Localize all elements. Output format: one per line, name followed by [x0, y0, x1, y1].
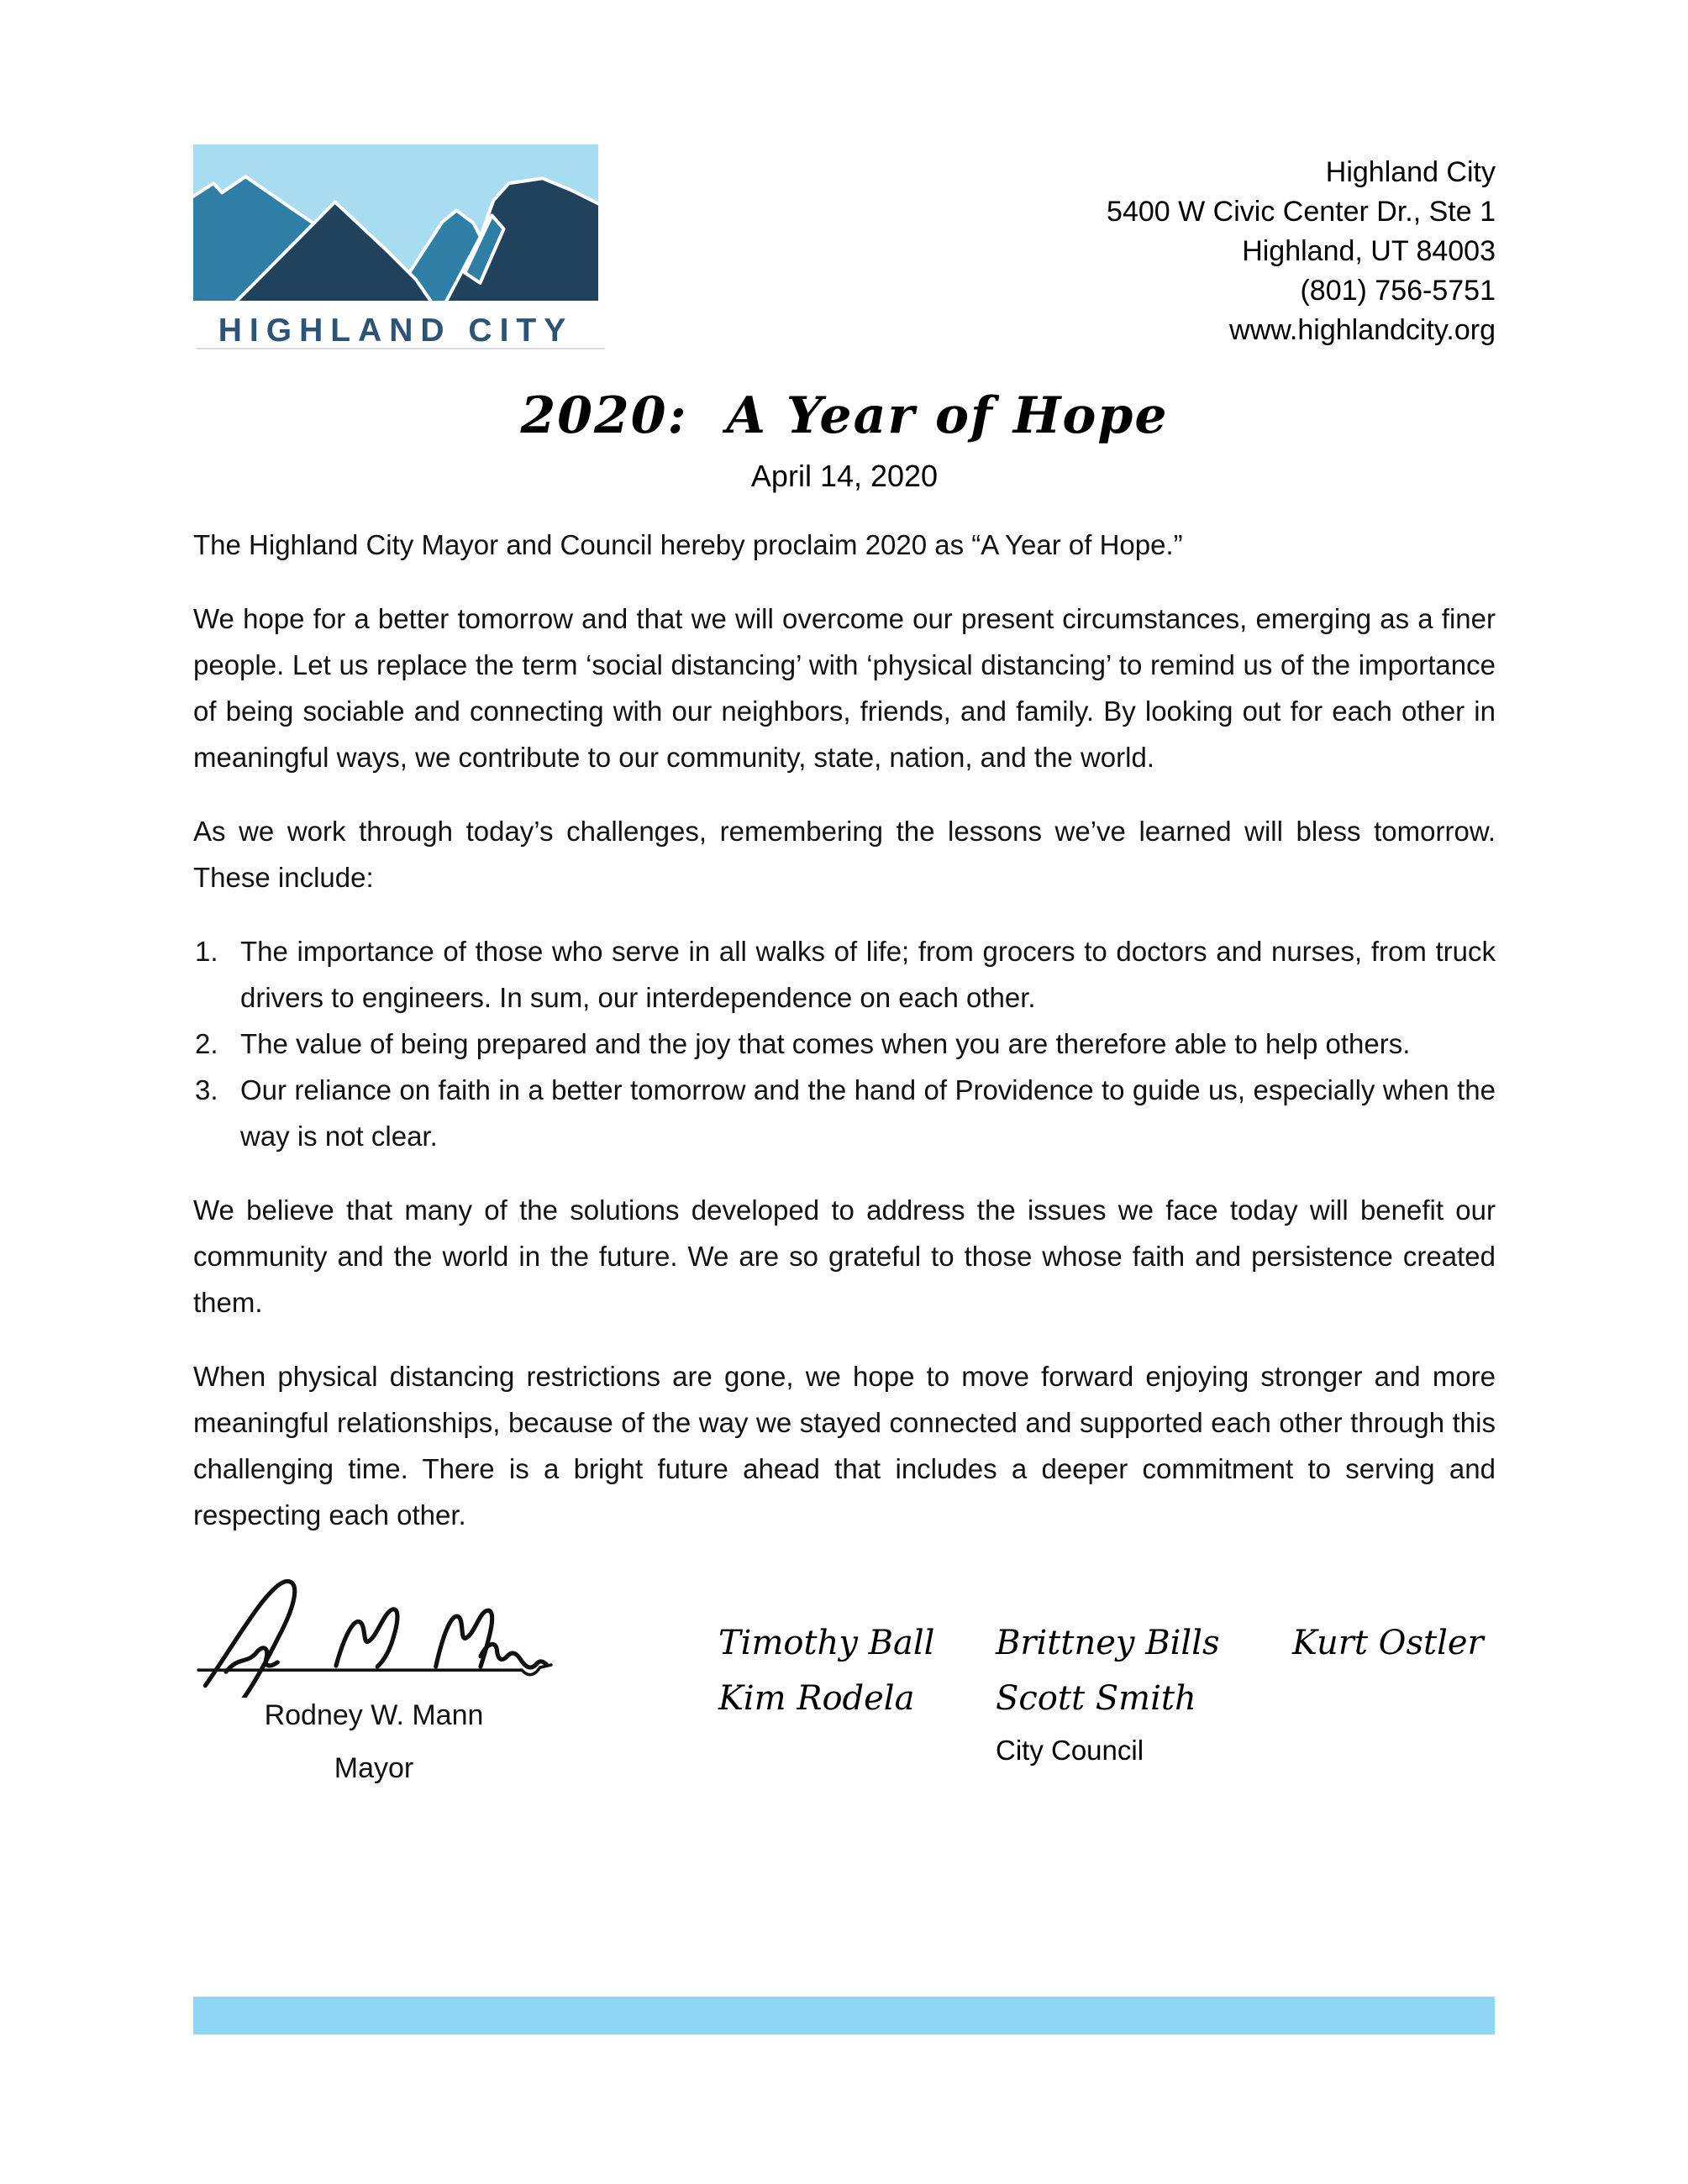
paragraph-hope: We hope for a better tomorrow and that we will overcome our present circumstances, emerging as a finer people. Let us replace the term ‘social distancing’ with ‘physical distancing’ to remind us of the importance of being sociable and connecting with our neighbors, friends, and family. By looking out for each other in meaningful ways, we contribute to our community, state, nation, and the world.: [193, 603, 1496, 773]
council-member-name: Brittney Bills: [996, 1624, 1220, 1662]
paragraph-proclamation: The Highland City Mayor and Council hereby proclaim 2020 as “A Year of Hope.”: [193, 529, 1183, 560]
highland-city-logo: [193, 144, 598, 353]
signature-m: [436, 1610, 492, 1667]
paragraph-future: When physical distancing restrictions are gone, we hope to move forward enjoying stronger and more meaningful relationships, because of the way we stayed connected and supported each other through this challenging time. There is a bright future ahead that includes a deeper commitment to serving and respecting each other.: [193, 1361, 1496, 1530]
council-column-3: [1292, 1615, 1484, 1671]
mayor-signature-icon: [193, 1568, 555, 1698]
signature-m-tail: [481, 1644, 547, 1667]
council-member-name: Scott Smith: [996, 1679, 1196, 1718]
signature-loop: [205, 1581, 294, 1698]
mayor-signature-block: [193, 1568, 555, 1785]
address-line: Highland City: [1325, 156, 1496, 188]
signature-section: [193, 1568, 1496, 1795]
council-member-name: Kim Rodela: [718, 1679, 915, 1718]
logo-wordmark: HIGHLAND CITY: [218, 312, 574, 349]
footer-accent-bar: [193, 1997, 1495, 2034]
letterhead-address: [1107, 144, 1496, 353]
address-line: Highland, UT 84003: [1242, 235, 1496, 267]
council-member-name: Timothy Ball: [718, 1624, 935, 1662]
letter-body: [193, 522, 1496, 1538]
council-column-1: [718, 1615, 934, 1726]
mountain-logo-icon: [193, 144, 598, 301]
address-line: (801) 756-5751: [1300, 275, 1496, 307]
lessons-list: [193, 928, 1496, 1159]
council-label: City Council: [996, 1735, 1144, 1766]
list-item: Our reliance on faith in a better tomorrow and the hand of Providence to guide us, especially when the way is not clear.: [240, 1074, 1496, 1152]
paragraph-lessons-intro: As we work through today’s challenges, remembering the lessons we’ve learned will bless tomorrow. These include:: [193, 816, 1496, 893]
address-line: 5400 W Civic Center Dr., Ste 1: [1107, 196, 1496, 228]
list-item: The importance of those who serve in all walks of life; from grocers to doctors and nurses, from truck drivers to engineers. In sum, our interdependence on each other.: [240, 936, 1496, 1013]
letterhead: [193, 0, 1496, 353]
letter-title: 2020: A Year of Hope: [520, 386, 1169, 445]
address-line: www.highlandcity.org: [1229, 314, 1496, 346]
signature-w: [336, 1609, 397, 1667]
council-member-name: Kurt Ostler: [1292, 1624, 1484, 1662]
mayor-name: Rodney W. Mann: [264, 1699, 484, 1731]
list-item: The value of being prepared and the joy that comes when you are therefore able to help others.: [240, 1028, 1411, 1059]
council-column-2: [996, 1615, 1220, 1767]
letter-date: April 14, 2020: [750, 459, 939, 493]
paragraph-solutions: We believe that many of the solutions developed to address the issues we face today will benefit our community and the world in the future. We are so grateful to those whose faith and persistence created them.: [193, 1194, 1496, 1318]
mayor-role: Mayor: [334, 1752, 414, 1784]
